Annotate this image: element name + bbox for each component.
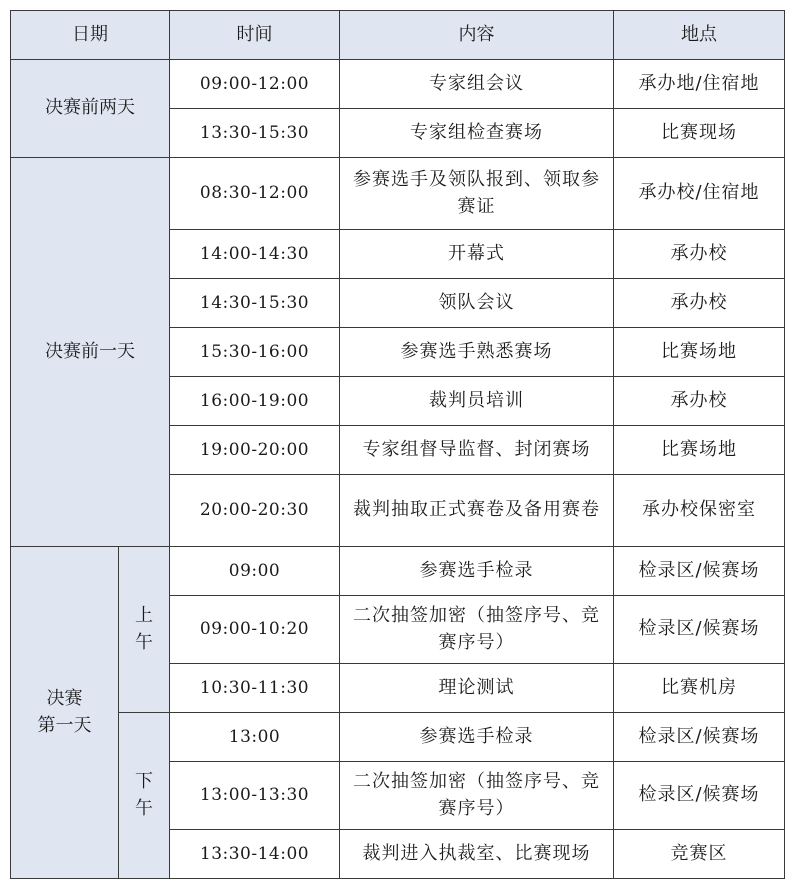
time-cell: 09:00 [170, 547, 340, 596]
day-label-two-days-before: 决赛前两天 [11, 60, 170, 158]
time-cell: 13:00-13:30 [170, 762, 340, 830]
content-cell: 裁判进入执裁室、比赛现场 [340, 830, 614, 879]
location-cell: 承办校 [614, 230, 785, 279]
location-cell: 承办校保密室 [614, 475, 785, 547]
content-cell: 二次抽签加密（抽签序号、竞赛序号） [340, 762, 614, 830]
content-cell: 专家组会议 [340, 60, 614, 109]
time-cell: 13:00 [170, 713, 340, 762]
time-cell: 13:30-15:30 [170, 109, 340, 158]
location-cell: 承办校/住宿地 [614, 158, 785, 230]
content-cell: 领队会议 [340, 279, 614, 328]
header-row [11, 11, 785, 60]
day-label-one-day-before: 决赛前一天 [11, 158, 170, 547]
time-cell: 15:30-16:00 [170, 328, 340, 377]
location-cell: 承办校 [614, 377, 785, 426]
location-cell: 检录区/候赛场 [614, 762, 785, 830]
location-cell: 比赛场地 [614, 328, 785, 377]
content-cell: 参赛选手及领队报到、领取参赛证 [340, 158, 614, 230]
content-cell: 专家组督导监督、封闭赛场 [340, 426, 614, 475]
content-cell: 参赛选手熟悉赛场 [340, 328, 614, 377]
content-cell: 专家组检查赛场 [340, 109, 614, 158]
table-row [11, 158, 785, 230]
content-cell: 理论测试 [340, 664, 614, 713]
header-content: 内容 [340, 11, 614, 60]
time-cell: 14:00-14:30 [170, 230, 340, 279]
time-cell: 20:00-20:30 [170, 475, 340, 547]
day-label-line1: 决赛 [46, 688, 83, 710]
content-cell: 裁判抽取正式赛卷及备用赛卷 [340, 475, 614, 547]
header-date: 日期 [11, 11, 170, 60]
content-cell: 二次抽签加密（抽签序号、竞赛序号） [340, 596, 614, 664]
afternoon-char-2: 午 [135, 797, 153, 819]
location-cell: 承办校 [614, 279, 785, 328]
content-cell: 裁判员培训 [340, 377, 614, 426]
location-cell: 比赛现场 [614, 109, 785, 158]
location-cell: 检录区/候赛场 [614, 713, 785, 762]
schedule-table [10, 10, 785, 879]
header-time: 时间 [170, 11, 340, 60]
location-cell: 比赛机房 [614, 664, 785, 713]
half-label-afternoon [119, 713, 170, 879]
table-row [11, 713, 785, 762]
header-location: 地点 [614, 11, 785, 60]
content-cell: 参赛选手检录 [340, 713, 614, 762]
table-row [11, 60, 785, 109]
content-cell: 参赛选手检录 [340, 547, 614, 596]
time-cell: 16:00-19:00 [170, 377, 340, 426]
time-cell: 09:00-10:20 [170, 596, 340, 664]
afternoon-char-1: 下 [135, 771, 153, 793]
day-label-first-day [11, 547, 119, 879]
morning-char-2: 午 [135, 631, 153, 653]
morning-char-1: 上 [135, 605, 153, 627]
location-cell: 比赛场地 [614, 426, 785, 475]
time-cell: 13:30-14:00 [170, 830, 340, 879]
location-cell: 检录区/候赛场 [614, 596, 785, 664]
location-cell: 承办地/住宿地 [614, 60, 785, 109]
table-row [11, 547, 785, 596]
location-cell: 竞赛区 [614, 830, 785, 879]
time-cell: 14:30-15:30 [170, 279, 340, 328]
content-cell: 开幕式 [340, 230, 614, 279]
day-label-line2: 第一天 [37, 714, 92, 736]
time-cell: 08:30-12:00 [170, 158, 340, 230]
half-label-morning [119, 547, 170, 713]
time-cell: 19:00-20:00 [170, 426, 340, 475]
time-cell: 10:30-11:30 [170, 664, 340, 713]
location-cell: 检录区/候赛场 [614, 547, 785, 596]
time-cell: 09:00-12:00 [170, 60, 340, 109]
